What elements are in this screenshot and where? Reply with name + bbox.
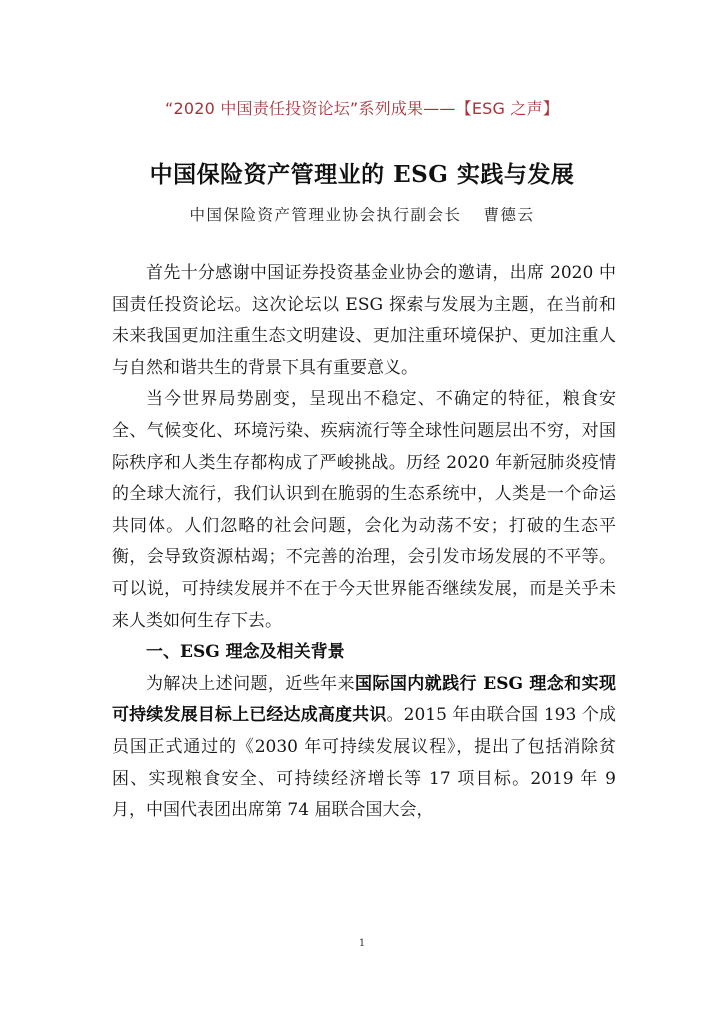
- paragraph-esg-consensus: [112, 669, 616, 827]
- page-number: 1: [358, 938, 366, 949]
- byline: [0, 203, 724, 225]
- paragraph-bold-emphasis: 国际国内就践行 ESG 理念和实现可持续发展目标上已经达成高度共识: [112, 673, 617, 726]
- paragraph-intro: 首先十分感谢中国证券投资基金业协会的邀请，出席 2020 中国责任投资论坛。这次论坛以 ESG 探索与发展为主题，在当前和未来我国更加注重生态文明建设、更加注重环境保护、更加注重人与自然和谐共生的背景下具有重要意义。: [112, 263, 616, 378]
- author-role: 中国保险资产管理业协会执行副会长: [189, 206, 462, 224]
- paragraph-lead-text: 为解决上述问题，近些年来: [146, 673, 355, 694]
- paragraph-rest-text: 。2015 年由联合国 193 个成员国正式通过的《2030 年可持续发展议程》，提出了包括消除贫困、实现粮食安全、可持续经济增长等 17 项目标。2019 年 9 月，中国代表团出席第 74 届联合国大会，: [112, 705, 616, 821]
- article-title: 中国保险资产管理业的 ESG 实践与发展: [149, 161, 575, 188]
- paragraph-context: 当今世界局势剧变，呈现出不稳定、不确定的特征，粮食安全、气候变化、环境污染、疾病流行等全球性问题层出不穷，对国际秩序和人类生存都构成了严峻挑战。历经 2020 年新冠肺炎疫情的全球大流行，我们认识到在脆弱的生态系统中，人类是一个命运共同体。人们忽略的社会问题，会化为动荡不安；打破的生态平衡，会导致资源枯竭；不完善的治理，会引发市场发展的不平等。可以说，可持续发展并不在于今天世界能否继续发展，而是关乎未来人类如何生存下去。: [112, 389, 616, 631]
- series-header: “2020 中国责任投资论坛”系列成果——【ESG 之声】: [165, 99, 559, 118]
- author-name: 曹德云: [483, 206, 535, 224]
- article-body: [112, 258, 616, 827]
- section-heading: 一、ESG 理念及相关背景: [146, 642, 345, 663]
